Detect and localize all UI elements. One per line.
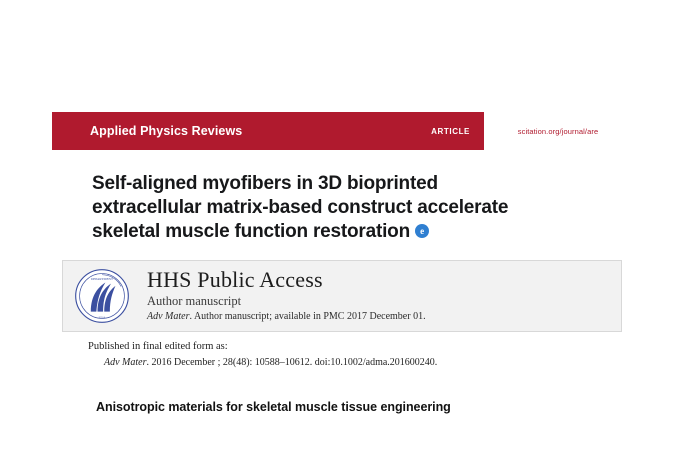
published-as-journal: Adv Mater (104, 357, 147, 368)
article-title-line-1: Self-aligned myofibers in 3D bioprinted (92, 173, 438, 194)
hhs-citation-journal: Adv Mater (147, 311, 190, 322)
hhs-text-block (141, 268, 426, 324)
hhs-subtitle: Author manuscript (147, 294, 242, 308)
article-title-line-3 (92, 220, 602, 244)
svg-text:DEPARTMENT: DEPARTMENT (90, 276, 114, 281)
svg-text:USA: USA (98, 315, 106, 320)
journal-url-box (484, 112, 632, 150)
journal-banner (52, 112, 632, 150)
article-title (92, 172, 602, 244)
published-as-citation (104, 356, 608, 370)
hhs-seal-container (63, 260, 141, 332)
journal-name: Applied Physics Reviews (90, 124, 243, 138)
hhs-seal-icon (74, 268, 130, 324)
section-heading: Anisotropic materials for skeletal muscle tissue engineering (96, 400, 451, 414)
published-as-rest: . 2016 December ; 28(48): 10588–10612. doi:10.1002/adma.201600240. (146, 357, 438, 368)
published-as-block (88, 340, 608, 370)
hhs-public-access-box (62, 260, 622, 332)
published-as-label: Published in final edited form as: (88, 341, 228, 352)
crossmark-icon[interactable]: e (415, 224, 429, 238)
hhs-citation-rest: . Author manuscript; available in PMC 2017 December 01. (189, 311, 426, 322)
journal-url: scitation.org/journal/are (517, 126, 599, 136)
article-title-line-2: extracellular matrix-based construct accelerate (92, 197, 509, 218)
hhs-citation (147, 310, 426, 324)
article-title-line-3-text: skeletal muscle function restoration (92, 221, 410, 242)
hhs-title: HHS Public Access (147, 267, 323, 292)
article-label: ARTICLE (431, 126, 470, 136)
